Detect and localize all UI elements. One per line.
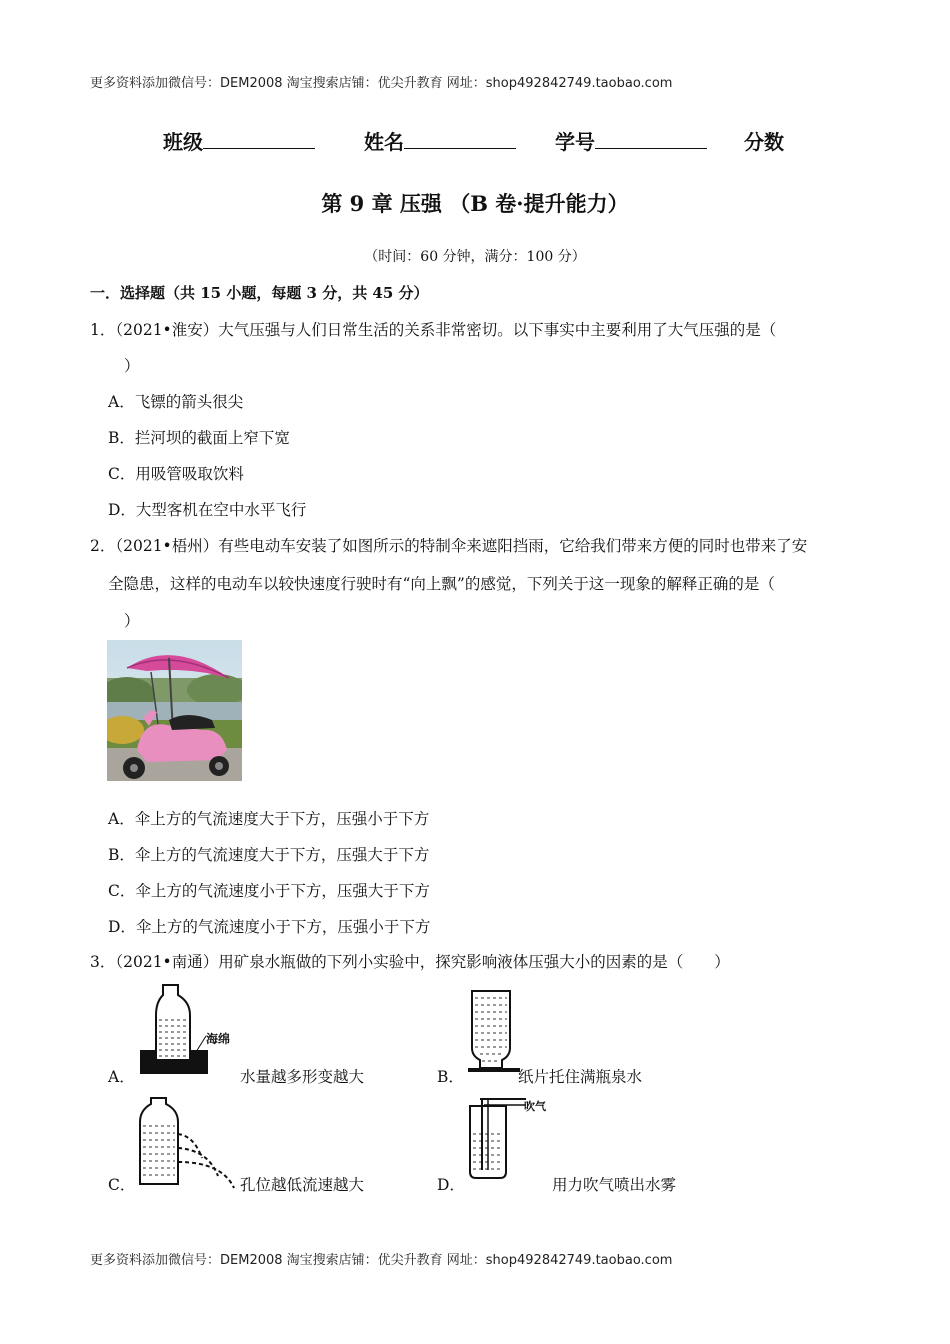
q2-option-b: B．伞上方的气流速度大于下方，压强大于下方 <box>108 846 430 864</box>
q1-stem-line2: ） <box>124 357 140 375</box>
q3-option-c-letter: C． <box>108 1176 136 1194</box>
number-label: 学号 <box>555 130 595 154</box>
class-label: 班级 <box>163 130 203 154</box>
q2-option-c: C．伞上方的气流速度小于下方，压强大于下方 <box>108 882 430 900</box>
q3-option-c-text: 孔位越低流速越大 <box>240 1176 365 1194</box>
blow-spray-figure <box>466 1094 556 1190</box>
q1-option-b: B．拦河坝的截面上窄下宽 <box>108 429 290 447</box>
q3-option-b-letter: B． <box>437 1068 464 1086</box>
q1-option-d: D．大型客机在空中水平飞行 <box>108 501 307 519</box>
q3-stem: 3．（2021•南通）用矿泉水瓶做的下列小实验中，探究影响液体压强大小的因素的是（ ） <box>90 953 730 971</box>
water-jets-figure <box>136 1096 246 1192</box>
bottle-on-sponge-figure <box>138 980 248 1076</box>
q3-option-a-letter: A． <box>108 1068 135 1086</box>
q3-option-d-letter: D． <box>437 1176 465 1194</box>
q2-option-a: A．伞上方的气流速度大于下方，压强小于下方 <box>108 810 430 828</box>
q1-option-c: C．用吸管吸取饮料 <box>108 465 244 483</box>
footer-promo-text: 更多资料添加微信号：DEM2008 淘宝搜索店铺：优尖升教育 网址：shop492842749.taobao.com <box>90 1253 673 1268</box>
name-field <box>364 126 516 155</box>
number-field <box>555 126 707 155</box>
score-label: 分数 <box>744 130 784 154</box>
q1-stem-line1: 1．（2021•淮安）大气压强与人们日常生活的关系非常密切。以下事实中主要利用了大气压强的是（ <box>90 321 777 339</box>
class-field <box>163 126 315 155</box>
section-heading: 一．选择题（共 15 小题，每题 3 分，共 45 分） <box>90 284 429 302</box>
q2-stem-line1: 2．（2021•梧州）有些电动车安装了如图所示的特制伞来遮阳挡雨，它给我们带来方便的同时也带来了安 <box>90 537 808 555</box>
q2-stem-line3: ） <box>124 612 140 630</box>
blow-label: 吹气 <box>524 1100 546 1113</box>
q3-option-d-text: 用力吹气喷出水雾 <box>552 1176 677 1194</box>
scooter-umbrella-photo <box>107 640 242 781</box>
page-title: 第 9 章 压强 （B 卷·提升能力） <box>321 191 629 216</box>
header-promo-text: 更多资料添加微信号：DEM2008 淘宝搜索店铺：优尖升教育 网址：shop492842749.taobao.com <box>90 76 673 91</box>
q2-option-d: D．伞上方的气流速度小于下方，压强小于下方 <box>108 918 431 936</box>
q2-stem-line2: 全隐患，这样的电动车以较快速度行驶时有“向上飘”的感觉，下列关于这一现象的解释正确的是（ <box>108 575 775 593</box>
q1-option-a: A．飞镖的箭头很尖 <box>108 393 244 411</box>
time-info: （时间：60 分钟，满分：100 分） <box>364 249 586 265</box>
number-blank[interactable] <box>595 130 707 149</box>
name-blank[interactable] <box>404 130 516 149</box>
name-label: 姓名 <box>364 130 404 154</box>
class-blank[interactable] <box>203 130 315 149</box>
q3-option-b-text: 纸片托住满瓶泉水 <box>518 1068 643 1086</box>
q3-option-a-text: 水量越多形变越大 <box>240 1068 365 1086</box>
paper-holds-water-figure <box>466 988 522 1078</box>
sponge-label: 海绵 <box>206 1032 231 1046</box>
